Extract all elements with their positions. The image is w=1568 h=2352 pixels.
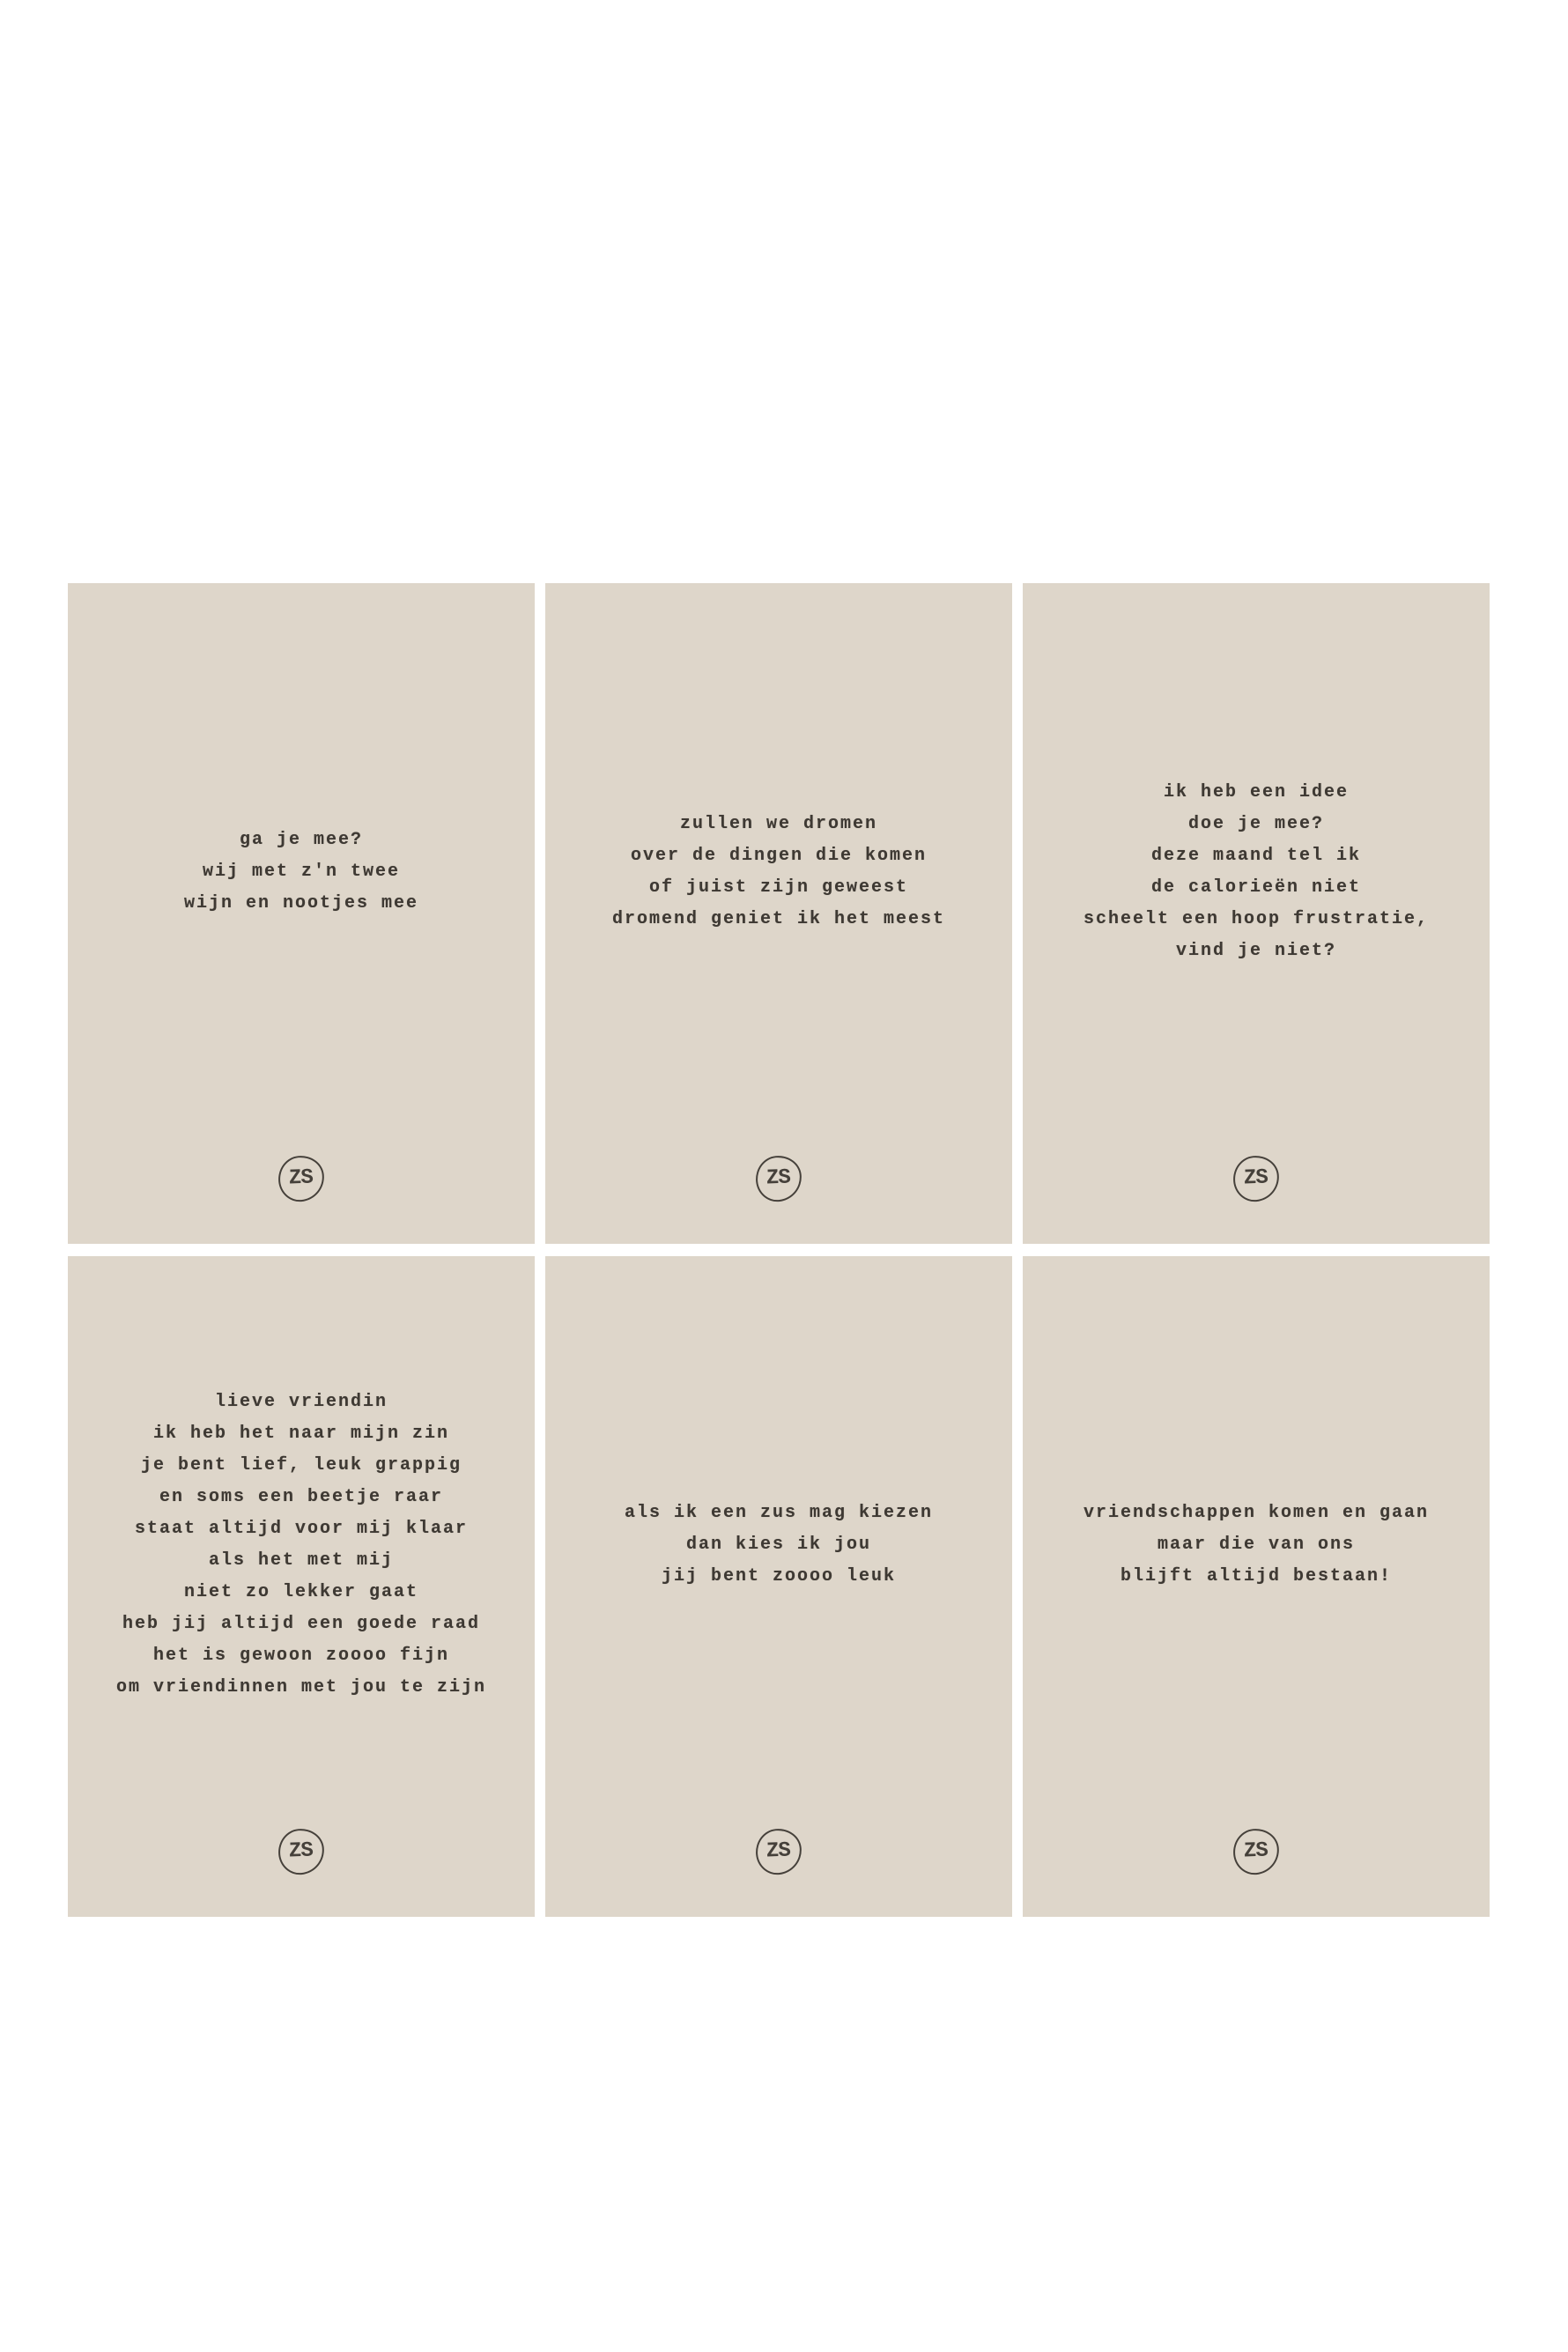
quote-text [545, 1498, 1012, 1593]
quote-card-5 [545, 1256, 1012, 1917]
quote-line: ik heb het naar mijn zin [152, 1423, 450, 1444]
quote-line: de calorieën niet [1150, 876, 1362, 898]
quote-line: ik heb een idee [1163, 781, 1350, 802]
quote-card-2 [545, 583, 1012, 1244]
quote-line: niet zo lekker gaat [183, 1581, 419, 1602]
quote-line: of juist zijn geweest [648, 876, 909, 898]
quote-line: vriendschappen komen en gaan [1083, 1502, 1430, 1523]
quote-line: maar die van ons [1157, 1534, 1356, 1555]
zusss-logo-text: ZS [288, 1165, 313, 1191]
quote-text [1023, 777, 1490, 967]
quote-card-4 [68, 1256, 535, 1917]
quote-line: doe je mee? [1187, 813, 1325, 834]
quote-line: dromend geniet ik het meest [611, 908, 946, 929]
quote-line: ga je mee? [239, 829, 364, 850]
quote-line: blijft altijd bestaan! [1120, 1565, 1393, 1586]
zusss-logo-text: ZS [288, 1838, 313, 1864]
quote-card-3 [1023, 583, 1490, 1244]
quote-text [1023, 1498, 1490, 1593]
zusss-logo-stamp-icon [754, 1827, 803, 1876]
quote-line: staat altijd voor mij klaar [134, 1518, 469, 1539]
quote-line: om vriendinnen met jou te zijn [115, 1676, 487, 1697]
zusss-logo-text: ZS [766, 1165, 790, 1191]
quote-card-6 [1023, 1256, 1490, 1917]
zusss-logo-text: ZS [1243, 1838, 1268, 1864]
quote-line: en soms een beetje raar [159, 1486, 444, 1507]
quote-text [68, 825, 535, 920]
zusss-logo-stamp-icon [1231, 1827, 1281, 1876]
zusss-logo-stamp-icon [1231, 1154, 1281, 1203]
quote-line: dan kies ik jou [685, 1534, 872, 1555]
quote-line: over de dingen die komen [630, 845, 928, 866]
zusss-logo-stamp-icon [277, 1827, 326, 1876]
quote-line: jij bent zoooo leuk [661, 1565, 897, 1586]
quote-line: scheelt een hoop frustratie, [1083, 908, 1430, 929]
quote-line: heb jij altijd een goede raad [122, 1613, 481, 1634]
quote-line: je bent lief, leuk grappig [140, 1454, 462, 1476]
quote-line: als het met mij [208, 1550, 395, 1571]
quote-line: zullen we dromen [679, 813, 878, 834]
quote-line: wijn en nootjes mee [183, 892, 419, 913]
card-collage [68, 583, 1490, 1917]
quote-line: wij met z'n twee [202, 861, 401, 882]
quote-line: lieve vriendin [214, 1391, 388, 1412]
zusss-logo-text: ZS [1243, 1165, 1268, 1191]
quote-text [68, 1387, 535, 1704]
quote-line: als ik een zus mag kiezen [624, 1502, 934, 1523]
zusss-logo-stamp-icon [277, 1154, 326, 1203]
quote-text [545, 809, 1012, 936]
quote-line: het is gewoon zoooo fijn [152, 1645, 450, 1666]
quote-card-1 [68, 583, 535, 1244]
zusss-logo-stamp-icon [754, 1154, 803, 1203]
zusss-logo-text: ZS [766, 1838, 790, 1864]
quote-line: deze maand tel ik [1150, 845, 1362, 866]
quote-line: vind je niet? [1175, 940, 1337, 961]
